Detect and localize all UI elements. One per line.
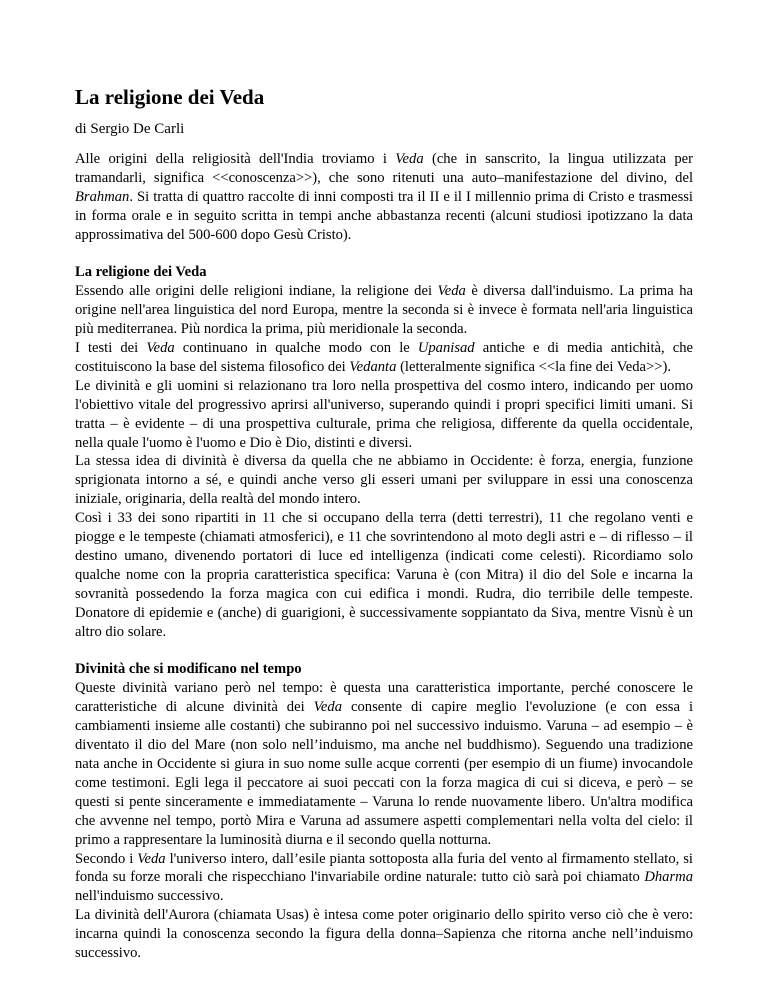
paragraph: Così i 33 dei sono ripartiti in 11 che si occupano della terra (detti terrestri), 11 che regolano venti e piogge e le tempeste (chiamati atmosferici), e 11 che sovrintendono al moto degli astri e – di riflesso – il destino umano, divenendo portatori di luce ed intelligenza (indicati come celesti). Ricordiamo solo qualche nome con la propria caratteristica specifica: Varuna è (con Mitra) il dio del Sole e incarna la sovranità possedendo la forza magica con cui edifica i mondi. Rudra, dio terribile delle tempeste. Donatore di epidemie e (anche) di guarigioni, è successivamente soppiantato da Siva, mentre Visnù è un altro dio solare. xyxy=(75,510,693,640)
document-title: La religione dei Veda xyxy=(75,85,265,109)
author-byline: di Sergio De Carli xyxy=(75,121,185,137)
intro-paragraph: Alle origini della religiosità dell'India troviamo i Veda (che in sanscrito, la lingua utilizzata per tramandarli, significa <<conoscenza>>), che sono ritenuti una auto–manifestazione del divino, del Brahman. Si tratta di quattro raccolte di inni composti tra il II e il I millennio prima di Cristo e trasmessi in forma orale e in seguito scritta in tempi anche abbastanza recenti (alcuni studiosi ipotizzano la data approssimativa del 500-600 dopo Gesù Cristo). xyxy=(75,151,694,243)
paragraph: Le divinità e gli uomini si relazionano tra loro nella prospettiva del cosmo intero, indicando per uomo l'obiettivo vitale del progressivo aprirsi all'universo, superando quindi i propri specifici limiti umani. Si tratta – è evidente – di una prospettiva culturale, prima che religiosa, differente da quella occidentale, nella quale l'uomo è l'uomo e Dio è Dio, distinti e diversi. xyxy=(75,377,693,451)
paragraph: La divinità dell'Aurora (chiamata Usas) è intesa come poter originario dello spirito verso ciò che è vero: incarna quindi la conoscenza secondo la figura della donna–Sapienza che ritorna anche nell’induismo successivo. xyxy=(75,907,693,962)
paragraph: Essendo alle origini delle religioni indiane, la religione dei Veda è diversa dall'induismo. La prima ha origine nell'area linguistica del nord Europa, mentre la seconda si è invece è formata nell'aria linguistica più mediterranea. Più nordica la prima, più meridionale la seconda. xyxy=(75,283,693,338)
article-body xyxy=(75,150,693,963)
section-heading-religion: La religione dei Veda xyxy=(75,264,207,281)
paragraph: Secondo i Veda l'universo intero, dall’esile pianta sottoposta alla furia del vento al firmamento stellato, si fonda su forze morali che rispecchiano l'invariabile ordine naturale: tutto ciò sarà poi chiamato Dharma nell'induismo successivo. xyxy=(75,850,693,905)
section-heading-divinities: Divinità che si modificano nel tempo xyxy=(75,661,302,678)
paragraph: La stessa idea di divinità è diversa da quella che ne abbiamo in Occidente: è forza, energia, funzione sprigionata intorno a sé, e quindi anche verso gli esseri umani per sviluppare in essi una conoscenza iniziale, originaria, della realtà del mondo intero. xyxy=(75,453,693,508)
paragraph: Queste divinità variano però nel tempo: è questa una caratteristica importante, perché conoscere le caratteristiche di alcune divinità dei Veda consente di capire meglio l'evoluzione (e con essa i cambiamenti insieme alle costanti) che subiranno poi nel successivo induismo. Varuna – ad esempio – è diventato il dio del Mare (non solo nell’induismo, ma anche nel buddhismo). Seguendo una tradizione nata anche in Occidente si giura in suo nome sulle acque correnti (per esempio di un fiume) invocandole come testimoni. Egli lega il peccatore ai suoi peccati con la forza magica di cui si diceva, e però – se questi si pente sinceramente e immediatamente – Varuna lo rende nuovamente libero. Un'altra modifica che avvenne nel tempo, portò Mira e Varuna ad assumere aspetti complementari nella volta del cielo: il primo a rappresentare la luminosità diurna e il secondo quella notturna. xyxy=(75,680,693,848)
paragraph: I testi dei Veda continuano in qualche modo con le Upanisad antiche e di media antichità, che costituiscono la base del sistema filosofico dei Vedanta (letteralmente significa <<la fine dei Veda>>). xyxy=(75,340,693,375)
